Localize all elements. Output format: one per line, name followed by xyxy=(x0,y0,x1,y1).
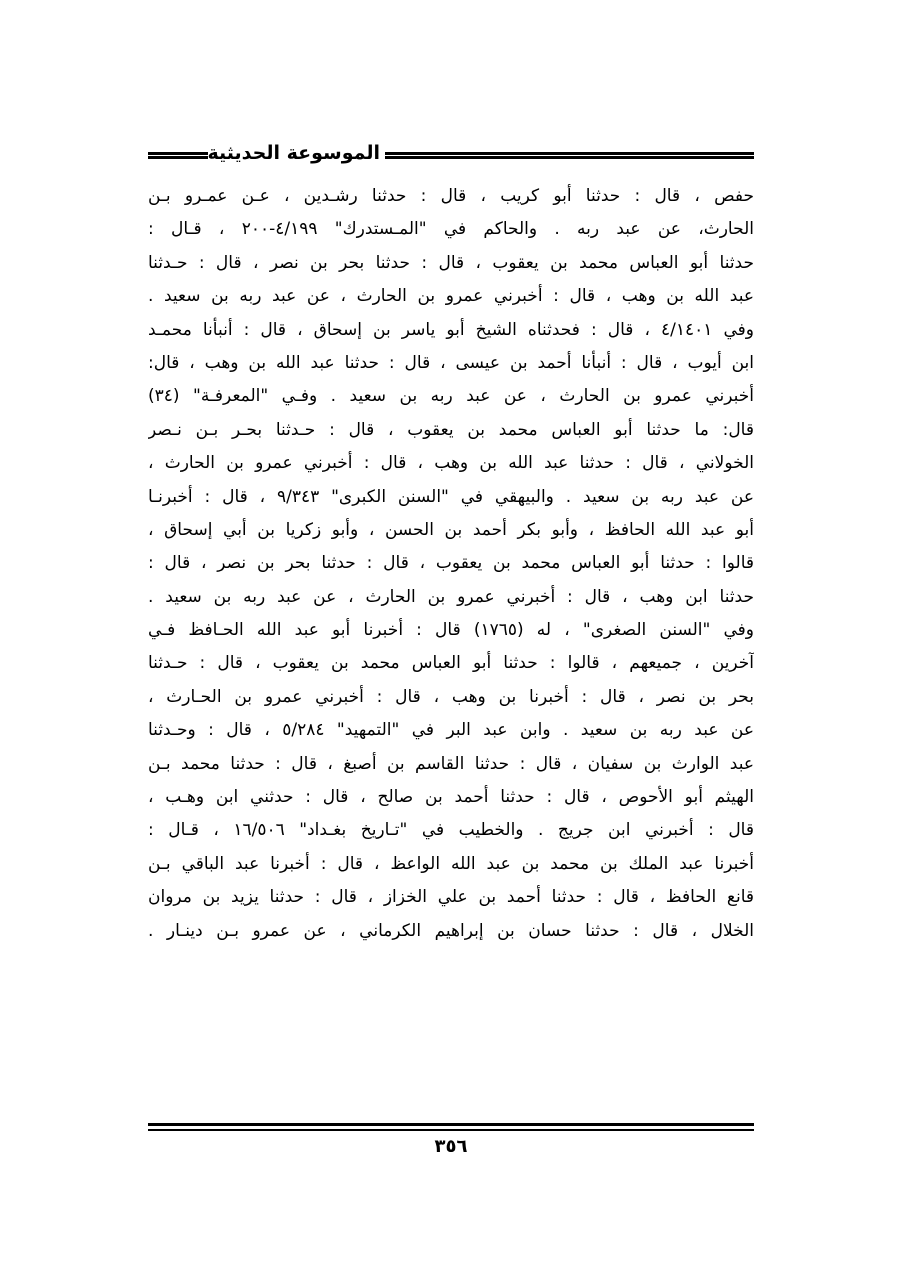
text-line: ابن أيوب ، قال : أنبأنا أحمد بن عيسى ، قال : حدثنا عبد الله بن وهب ، قال: xyxy=(148,352,754,373)
text-line: آخرين ، جميعهم ، قالوا : حدثنا أبو العباس محمد بن يعقوب ، قال : حـدثنا xyxy=(148,653,754,674)
text-line: حدثنا ابن وهب ، قال : أخبرني عمرو بن الحارث ، عن عبد ربه بن سعيد . xyxy=(148,586,754,607)
text-line: قال : أخبرني ابن جريج . والخطيب في "تـاريخ بغـداد" ١٦/٥٠٦ ، قـال : xyxy=(148,820,754,841)
page-number: ٣٥٦ xyxy=(434,1136,468,1157)
text-line: الهيثم أبو الأحوص ، قال : حدثنا أحمد بن صالح ، قال : حدثني ابن وهـب ، xyxy=(148,787,754,808)
text-line: قال: ما حدثنا أبو العباس محمد بن يعقوب ، قال : حـدثنا بحـر بـن نـصر xyxy=(148,419,754,440)
header-rule-left xyxy=(148,152,208,159)
text-line: أخبرنا عبد الملك بن محمد بن عبد الله الواعظ ، قال : أخبرنا عبد الباقي بـن xyxy=(148,853,754,874)
footer-rule xyxy=(148,1123,754,1131)
text-line: عن عبد ربه بن سعيد . وابن عبد البر في "التمهيد" ٥/٢٨٤ ، قال : وحـدثنا xyxy=(148,720,754,741)
running-header xyxy=(148,140,754,172)
text-line: عبد الوارث بن سفيان ، قال : حدثنا القاسم بن أصبغ ، قال : حدثنا محمد بـن xyxy=(148,753,754,774)
text-line: حفص ، قال : حدثنا أبو كريب ، قال : حدثنا رشـدين ، عـن عمـرو بـن xyxy=(148,186,754,206)
text-line: الخولاني ، قال : حدثنا عبد الله بن وهب ، قال : أخبرني عمرو بن الحارث ، xyxy=(148,453,754,474)
page-body xyxy=(148,180,754,948)
text-line: الخلال ، قال : حدثنا حسان بن إبراهيم الكرماني ، عن عمرو بـن دينـار . xyxy=(148,920,754,941)
text-line: الحارث، عن عبد ربه . والحاكم في "المـستدرك" ٤/١٩٩-٢٠٠ ، قـال : xyxy=(148,219,754,240)
text-line: عن عبد ربه بن سعيد . والبيهقي في "السنن الكبرى" ٩/٣٤٣ ، قال : أخبرنـا xyxy=(148,486,754,507)
text-line: عبد الله بن وهب ، قال : أخبرني عمرو بن الحارث ، عن عبد ربه بن سعيد . xyxy=(148,286,754,307)
text-line: وفي ٤/١٤٠١ ، قال : فحدثناه الشيخ أبو ياسر بن إسحاق ، قال : أنبأنا محمـد xyxy=(148,319,754,340)
text-line: أبو عبد الله الحافظ ، وأبو بكر أحمد بن الحسن ، وأبو زكريا بن أبي إسحاق ، xyxy=(148,519,754,540)
text-line: قالوا : حدثنا أبو العباس محمد بن يعقوب ، قال : حدثنا بحر بن نصر ، قال : xyxy=(148,553,754,574)
text-line: بحر بن نصر ، قال : أخبرنا بن وهب ، قال : أخبرني عمرو بن الحـارث ، xyxy=(148,686,754,707)
header-rule-right xyxy=(385,152,754,159)
text-line: قانع الحافظ ، قال : حدثنا أحمد بن علي الخزاز ، قال : حدثنا يزيد بن مروان xyxy=(148,887,754,908)
book-title: الموسوعة الحديثية xyxy=(207,142,380,164)
text-line: أخبرني عمرو بن الحارث ، عن عبد ربه بن سعيد . وفـي "المعرفـة" (٣٤) xyxy=(148,386,754,407)
text-line: وفي "السنن الصغرى" ، له (١٧٦٥) قال : أخبرنا أبو عبد الله الحـافظ فـي xyxy=(148,620,754,641)
text-line: حدثنا أبو العباس محمد بن يعقوب ، قال : حدثنا بحر بن نصر ، قال : حـدثنا xyxy=(148,252,754,273)
